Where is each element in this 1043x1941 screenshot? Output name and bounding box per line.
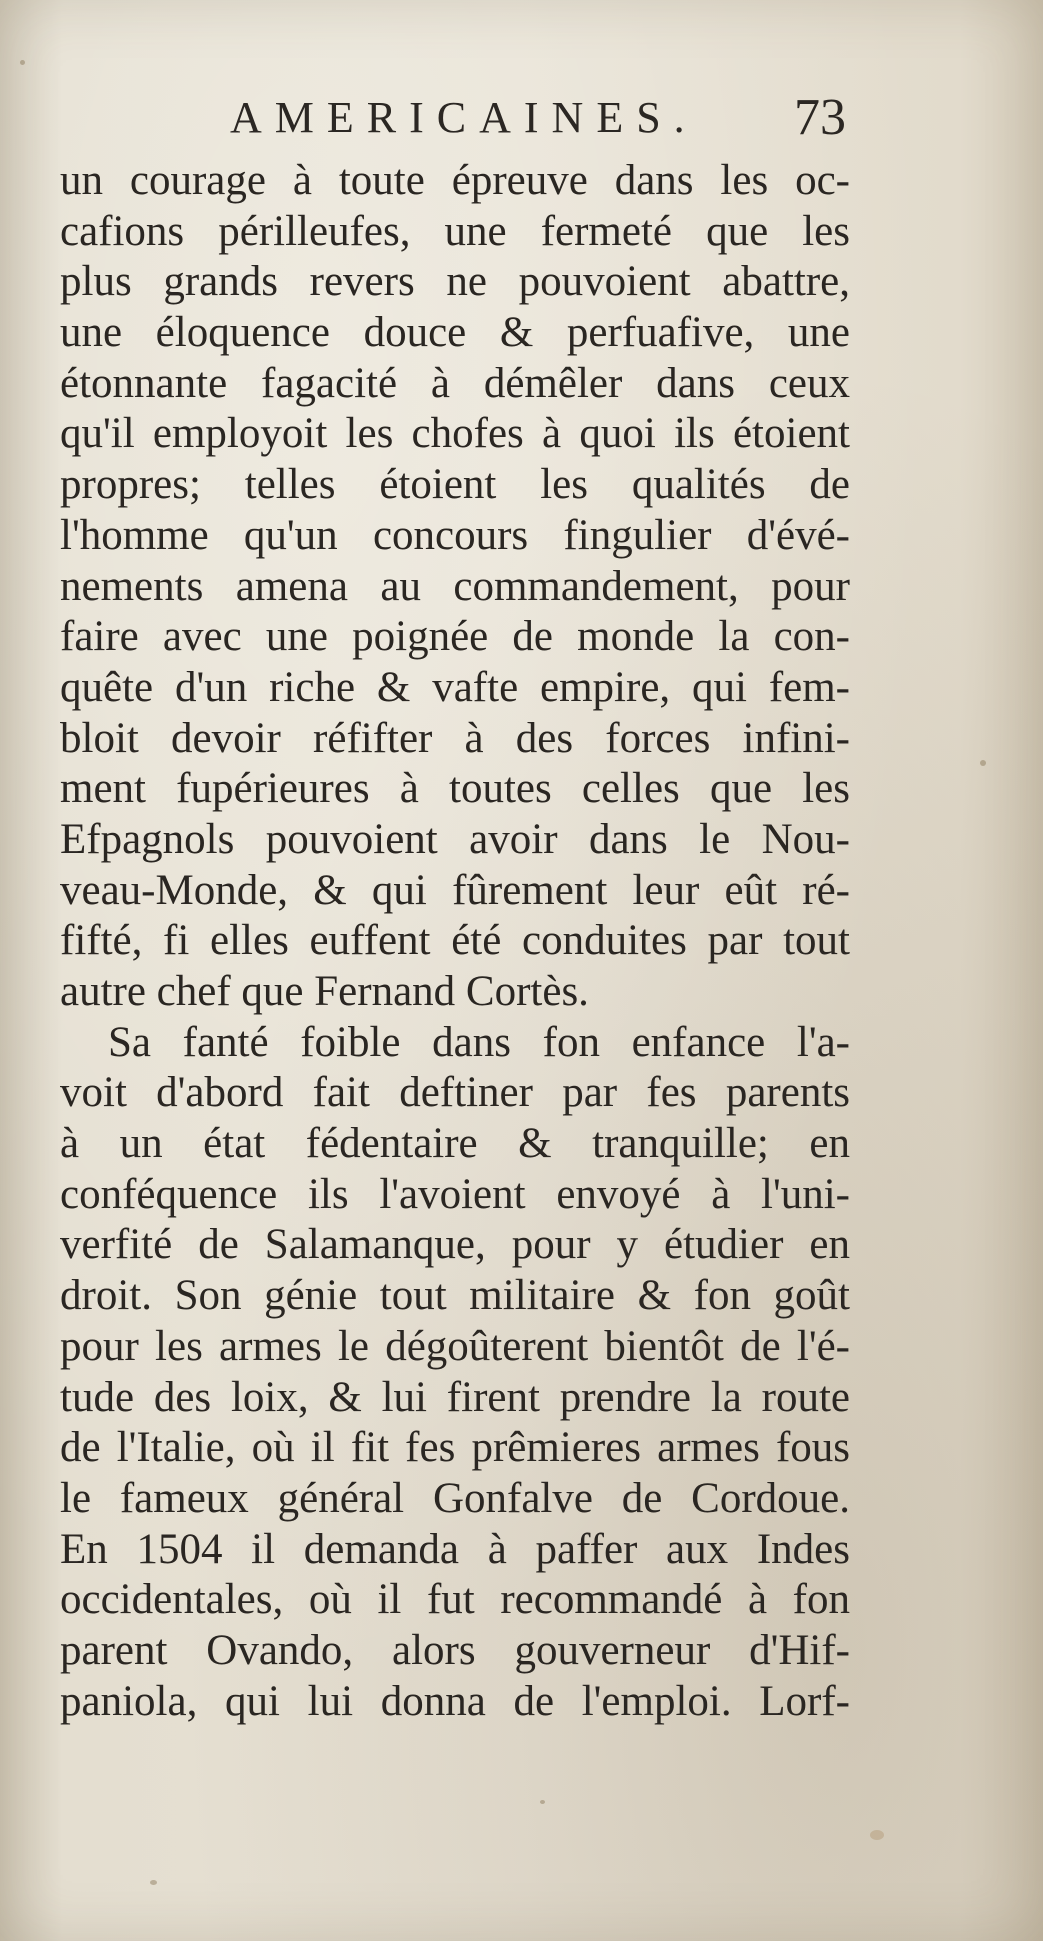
text-line: le fameux général Gonfalve de Cordoue. bbox=[60, 1474, 850, 1522]
paper-speck bbox=[150, 1880, 157, 1885]
text-line: ment fupérieures à toutes celles que les bbox=[60, 765, 850, 813]
paper-speck bbox=[20, 60, 25, 65]
text-line: pour les armes le dégoûterent bientôt de l'é- bbox=[60, 1322, 850, 1370]
text-line: qu'il employoit les chofes à quoi ils étoient bbox=[60, 410, 850, 458]
text-line: une éloquence douce & perfuafive, une bbox=[60, 309, 850, 357]
text-line: bloit devoir réfifter à des forces infini- bbox=[60, 714, 850, 762]
text-line: verfité de Salamanque, pour y étudier en bbox=[60, 1221, 850, 1269]
running-head-title: AMERICAINES. bbox=[230, 93, 698, 142]
text-line: étonnante fagacité à démêler dans ceux bbox=[60, 359, 850, 407]
text-line: à un état fédentaire & tranquille; en bbox=[60, 1120, 850, 1168]
text-line: de l'Italie, où il fit fes prêmieres armes fous bbox=[60, 1424, 850, 1472]
page-number: 73 bbox=[794, 89, 846, 146]
paper-speck bbox=[870, 1830, 884, 1840]
body-text bbox=[60, 156, 850, 1727]
text-line: cafions périlleufes, une fermeté que les bbox=[60, 207, 850, 255]
running-head bbox=[220, 88, 860, 148]
text-line: quête d'un riche & vafte empire, qui fem- bbox=[60, 663, 850, 711]
paragraph-end-line: autre chef que Fernand Cortès. bbox=[60, 968, 589, 1015]
paper-speck bbox=[980, 760, 986, 766]
text-line: droit. Son génie tout militaire & fon goût bbox=[60, 1272, 850, 1320]
text-line: fifté, fi elles euffent été conduites par tout bbox=[60, 917, 850, 965]
text-line: tude des loix, & lui firent prendre la route bbox=[60, 1373, 850, 1421]
text-line: un courage à toute épreuve dans les oc- bbox=[60, 157, 850, 204]
text-line: conféquence ils l'avoient envoyé à l'uni- bbox=[60, 1170, 850, 1218]
text-line: parent Ovando, alors gouverneur d'Hif- bbox=[60, 1626, 850, 1674]
text-line: Efpagnols pouvoient avoir dans le Nou- bbox=[60, 815, 850, 863]
text-line: veau-Monde, & qui fûrement leur eût ré- bbox=[60, 866, 850, 914]
text-line: En 1504 il demanda à paffer aux Indes bbox=[60, 1525, 850, 1573]
text-line: faire avec une poignée de monde la con- bbox=[60, 613, 850, 661]
text-line: paniola, qui lui donna de l'emploi. Lorf- bbox=[60, 1677, 850, 1725]
text-line: plus grands revers ne pouvoient abattre, bbox=[60, 258, 850, 306]
paragraph-start-line: Sa fanté foible dans fon enfance l'a- bbox=[108, 1018, 850, 1066]
text-line: occidentales, où il fut recommandé à fon bbox=[60, 1576, 850, 1624]
text-line: propres; telles étoient les qualités de bbox=[60, 461, 850, 509]
paper-speck bbox=[540, 1800, 545, 1804]
text-line: l'homme qu'un concours fingulier d'évé- bbox=[60, 511, 850, 559]
text-line: voit d'abord fait deftiner par fes parents bbox=[60, 1069, 850, 1117]
text-line: nements amena au commandement, pour bbox=[60, 562, 850, 610]
